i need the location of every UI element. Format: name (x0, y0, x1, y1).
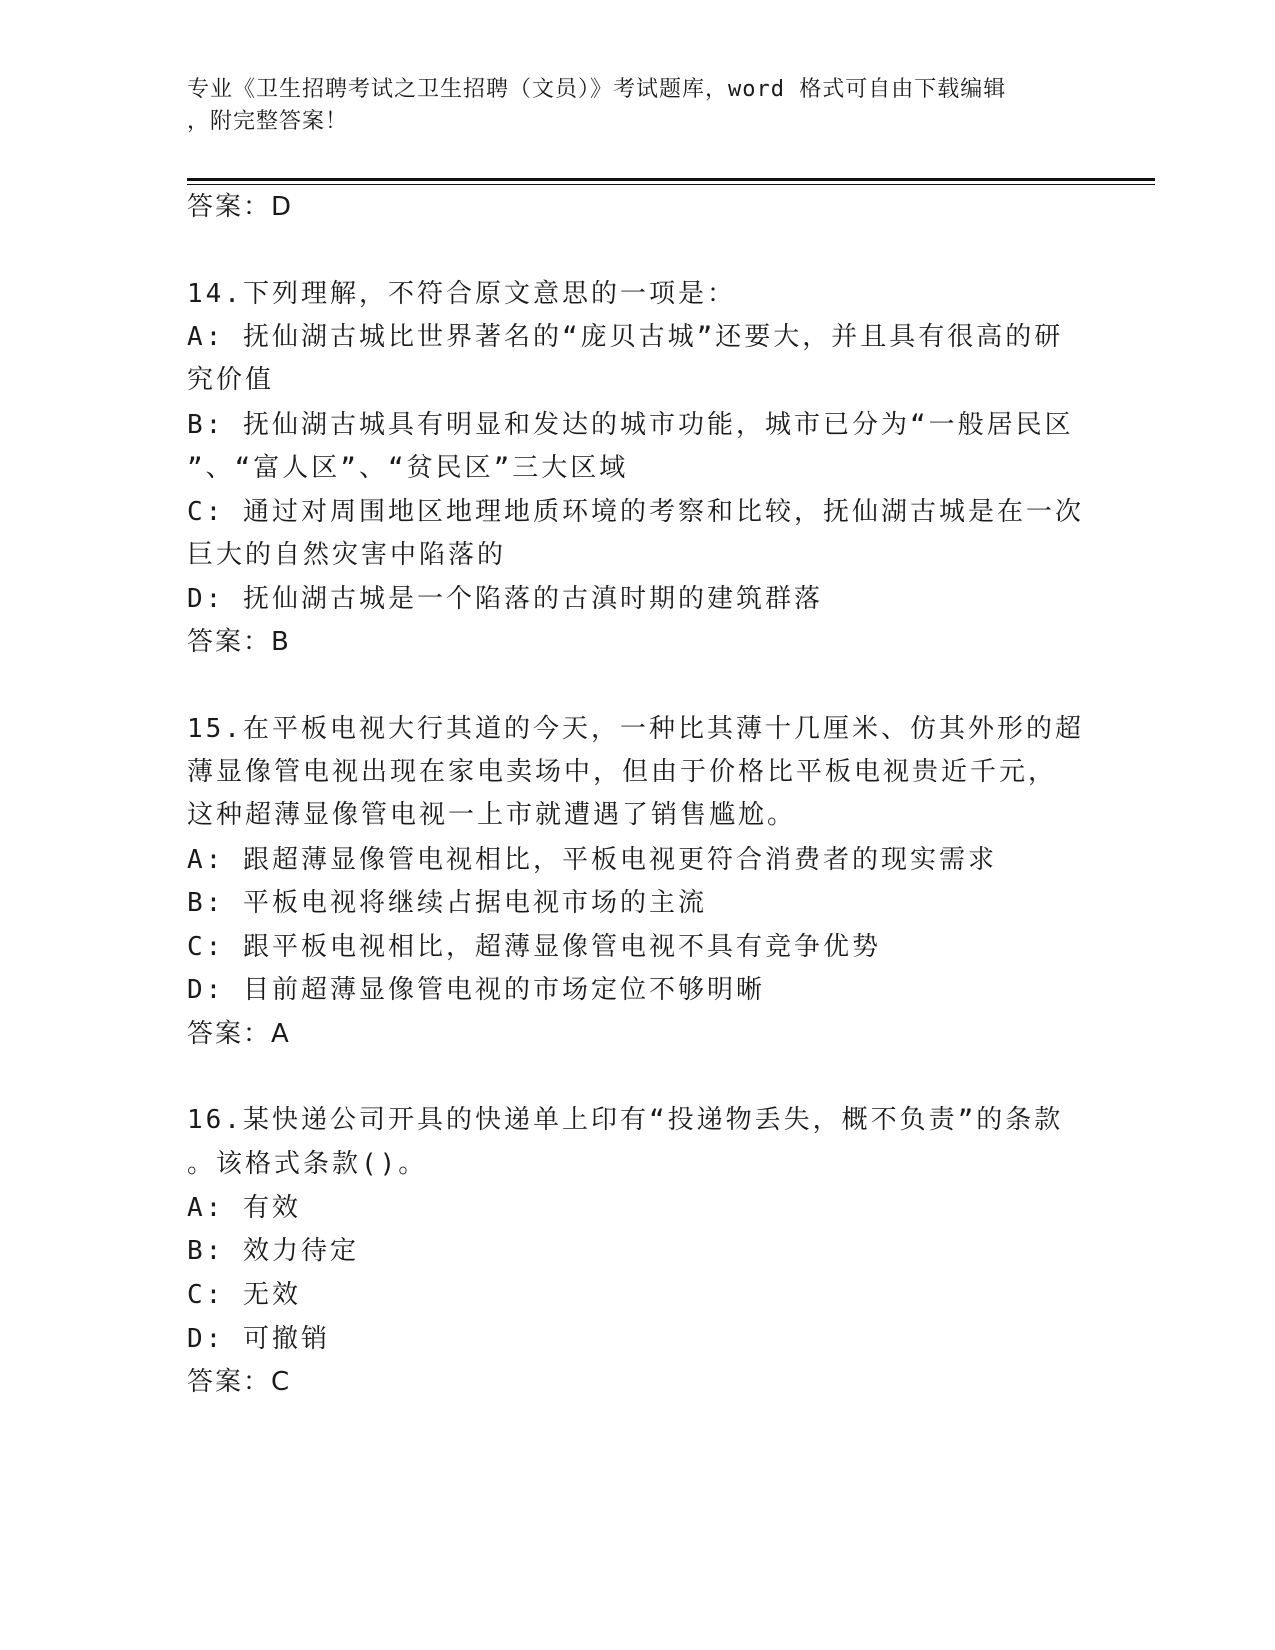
q16-answer: 答案：C (187, 1367, 292, 1397)
q16-stem-line2: 。该格式条款()。 (187, 1149, 428, 1179)
answer-13: 答案：D (187, 192, 294, 222)
q15-option-c: C: 跟平板电视相比，超薄显像管电视不具有竞争优势 (187, 932, 881, 962)
header-line-1: 专业《卫生招聘考试之卫生招聘（文员）》考试题库，word 格式可自由下载编辑 (187, 77, 1007, 102)
header-line-2: ，附完整答案！ (187, 109, 349, 134)
q15-stem-line3: 这种超薄显像管电视一上市就遭遇了销售尴尬。 (187, 800, 797, 830)
q15-stem-line2: 薄显像管电视出现在家电卖场中，但由于价格比平板电视贵近千元， (187, 757, 1058, 787)
q15-option-a: A: 跟超薄显像管电视相比，平板电视更符合消费者的现实需求 (187, 845, 997, 875)
header-rule-thick (187, 178, 1155, 181)
q15-stem-line1: 15.在平板电视大行其道的今天，一种比其薄十几厘米、仿其外形的超 (187, 714, 1084, 744)
q15-option-d: D: 目前超薄显像管电视的市场定位不够明晰 (187, 975, 765, 1005)
q16-option-b: B: 效力待定 (187, 1236, 359, 1266)
q14-option-c-line1: C: 通过对周围地区地理地质环境的考察和比较，抚仙湖古城是在一次 (187, 497, 1084, 527)
q16-option-d: D: 可撤销 (187, 1324, 330, 1354)
q14-option-a-line2: 究价值 (187, 365, 275, 395)
document-header (187, 74, 1067, 138)
q16-option-a: A: 有效 (187, 1193, 301, 1223)
q14-stem: 14.下列理解，不符合原文意思的一项是： (187, 279, 736, 309)
q14-option-b-line2: ”、“富人区”、“贫民区”三大区域 (187, 453, 629, 483)
header-rule-thin (187, 184, 1155, 185)
q15-option-b: B: 平板电视将继续占据电视市场的主流 (187, 888, 707, 918)
q16-option-c: C: 无效 (187, 1280, 301, 1310)
q14-answer: 答案：B (187, 627, 291, 657)
q16-stem-line1: 16.某快递公司开具的快递单上印有“投递物丢失，概不负责”的条款 (187, 1105, 1064, 1135)
q15-answer: 答案：A (187, 1019, 291, 1049)
q14-option-b-line1: B: 抚仙湖古城具有明显和发达的城市功能，城市已分为“一般居民区 (187, 410, 1074, 440)
q14-option-a-line1: A: 抚仙湖古城比世界著名的“庞贝古城”还要大，并且具有很高的研 (187, 322, 1064, 352)
q14-option-c-line2: 巨大的自然灾害中陷落的 (187, 540, 507, 570)
q14-option-d: D: 抚仙湖古城是一个陷落的古滇时期的建筑群落 (187, 584, 823, 614)
